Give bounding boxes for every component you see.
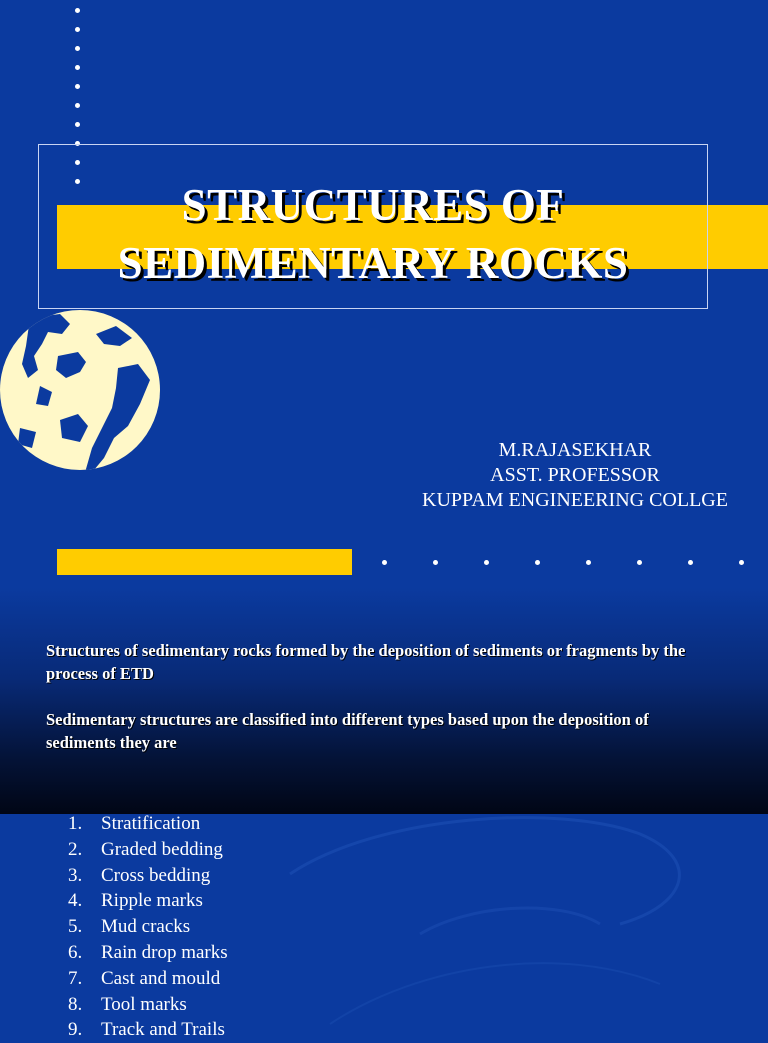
list-item: 1. Stratification — [68, 813, 201, 834]
author-name: M.RAJASEKHAR — [498, 439, 652, 461]
list-item: 8. Tool marks — [68, 993, 187, 1015]
horizontal-dot-row — [380, 560, 760, 568]
list-item: 3. Cross bedding — [68, 864, 211, 886]
title-line-1: STRUCTURES OF — [181, 180, 565, 230]
author-block — [395, 438, 755, 513]
slide-title — [38, 176, 708, 292]
title-line-2: SEDIMENTARY ROCKS — [117, 238, 629, 288]
list-item: 7. Cast and mould — [68, 967, 221, 989]
list-item: 4. Ripple marks — [68, 890, 203, 912]
list-item: 5. Mud cracks — [68, 916, 191, 938]
list-item: 9. Track and Trails — [68, 1019, 225, 1041]
intro-paragraph-2: Sedimentary structures are classified into different types based upon the deposition of sediments they are — [46, 710, 649, 752]
author-college: KUPPAM ENGINEERING COLLGE — [422, 489, 728, 511]
author-title: ASST. PROFESSOR — [490, 464, 660, 486]
globe-icon — [0, 308, 165, 473]
list-slide — [0, 813, 768, 1041]
list-item: 6. Rain drop marks — [68, 941, 228, 963]
intro-slide — [0, 588, 768, 814]
intro-paragraph-1: Structures of sedimentary rocks formed by the deposition of sediments or fragments by the process of ETD — [46, 641, 686, 683]
list-item: 2. Graded bedding — [68, 838, 223, 860]
structure-types-list — [68, 811, 228, 1043]
bottom-accent-bar — [57, 549, 352, 575]
